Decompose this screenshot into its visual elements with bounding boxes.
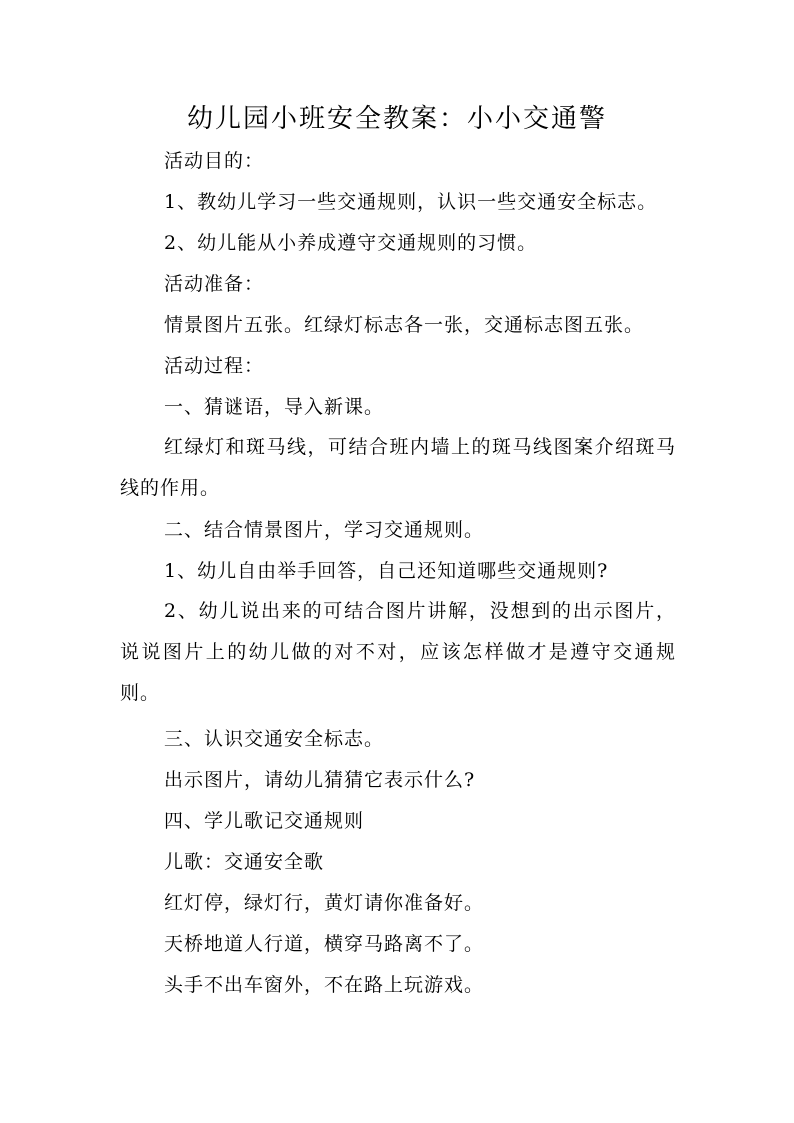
song-line-2: 天桥地道人行道，横穿马路离不了。: [164, 933, 485, 955]
step3-text: 出示图片，请幼儿猜猜它表示什么?: [164, 769, 476, 791]
step2-item-1: 1、幼儿自由举手回答，自己还知道哪些交通规则?: [164, 560, 609, 582]
step2-item-2-paragraph: 2、幼儿说出来的可结合图片讲解，没想到的出示图片，说说图片上的幼儿做的对不对，应该怎样做才是遵守交通规则。: [120, 600, 676, 704]
song-title: 儿歌：交通安全歌: [164, 851, 325, 873]
step1-heading: 一、猜谜语，导入新课。: [164, 396, 385, 418]
process-heading: 活动过程：: [164, 355, 265, 377]
goal-heading: 活动目的：: [164, 150, 265, 172]
prep-heading: 活动准备：: [164, 273, 265, 295]
prep-text: 情景图片五张。红绿灯标志各一张，交通标志图五张。: [164, 314, 645, 336]
song-line-3: 头手不出车窗外，不在路上玩游戏。: [164, 974, 485, 996]
step3-heading: 三、认识交通安全标志。: [164, 728, 385, 750]
document-title: 幼儿园小班安全教案：小小交通警: [186, 104, 607, 134]
goal-item-1: 1、教幼儿学习一些交通规则，认识一些交通安全标志。: [164, 191, 658, 213]
song-line-1: 红灯停，绿灯行，黄灯请你准备好。: [164, 892, 485, 914]
step1-paragraph: 红绿灯和斑马线，可结合班内墙上的斑马线图案介绍斑马线的作用。: [120, 436, 676, 499]
step4-heading: 四、学儿歌记交通规则: [164, 810, 365, 832]
step2-heading: 二、结合情景图片，学习交通规则。: [164, 519, 485, 541]
goal-item-2: 2、幼儿能从小养成遵守交通规则的习惯。: [164, 232, 538, 254]
